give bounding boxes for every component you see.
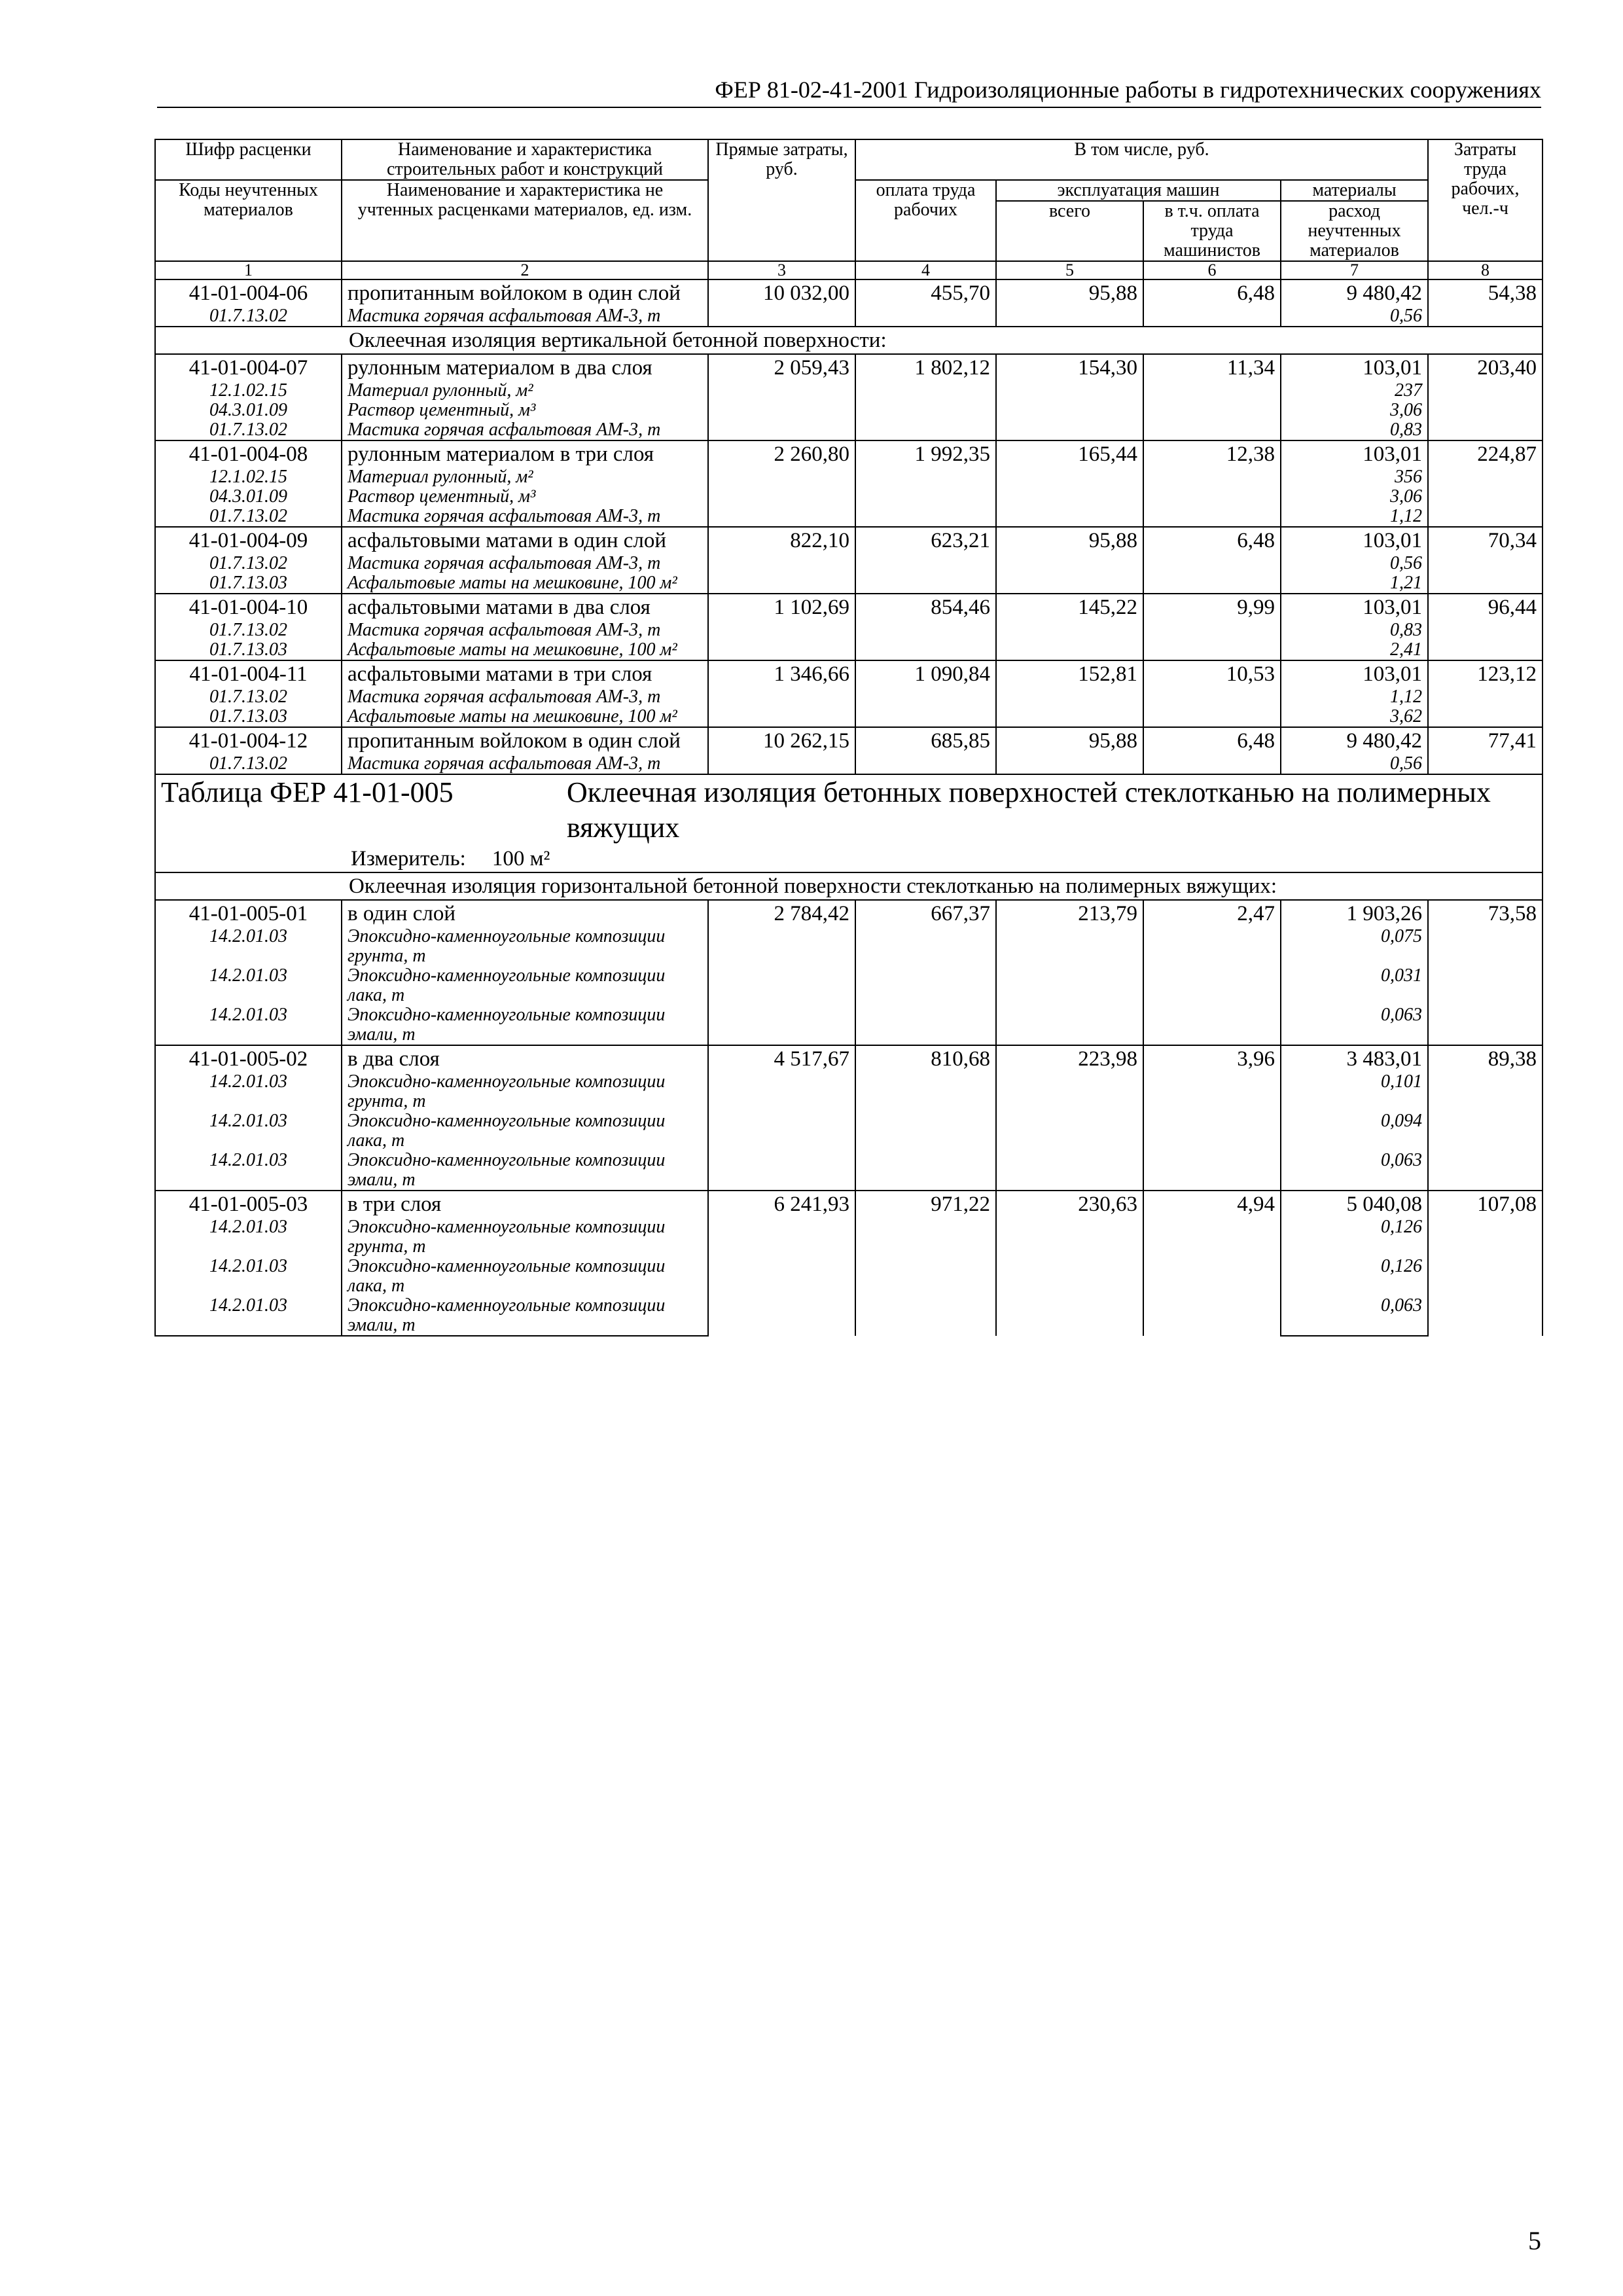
direct-cost: 2 059,43 [708,354,855,440]
machines-labor-pay: 10,53 [1143,660,1281,727]
section1 [155,327,1543,354]
material-qty: 0,094 [1281,1111,1428,1151]
material-code: 01.7.13.02 [155,754,342,774]
rate-row [155,354,1543,381]
material-code: 12.1.02.15 [155,467,342,487]
material-code: 01.7.13.02 [155,306,342,327]
material-code: 12.1.02.15 [155,381,342,401]
machines-total: 230,63 [996,1191,1143,1336]
labor-hours: 123,12 [1428,660,1543,727]
material-qty: 0,101 [1281,1072,1428,1111]
material-name: Асфальтовые маты на мешковине, 100 м² [342,707,708,727]
rate-group-1 [155,354,1543,774]
rate-name: рулонным материалом в два слоя [342,354,708,381]
table-title: Оклеечная изоляция бетонных поверхностей стеклотканью на полимерных вяжущих [567,776,1491,844]
materials-cost: 3 483,01 [1281,1045,1428,1072]
material-code: 14.2.01.03 [155,1217,342,1257]
rate-name: асфальтовыми матами в один слой [342,527,708,554]
rate-name: рулонным материалом в три слоя [342,440,708,467]
machines-labor-pay: 12,38 [1143,440,1281,527]
machines-labor-pay: 9,99 [1143,594,1281,660]
machines-labor-pay: 2,47 [1143,900,1281,1045]
rate-name: в один слой [342,900,708,927]
rate-row [155,527,1543,554]
labor-pay: 667,37 [855,900,996,1045]
material-code: 14.2.01.03 [155,1111,342,1151]
header-code-top: Шифр расценки [155,139,342,180]
material-name: Эпоксидно-каменноугольные композиции эмали, т [342,1151,708,1191]
material-name: Эпоксидно-каменноугольные композиции эмали, т [342,1296,708,1336]
rate-code: 41-01-005-03 [155,1191,342,1217]
direct-cost: 4 517,67 [708,1045,855,1191]
machines-labor-pay: 6,48 [1143,527,1281,594]
material-code: 01.7.13.02 [155,620,342,640]
material-name: Эпоксидно-каменноугольные композиции лака, т [342,966,708,1005]
material-qty: 0,126 [1281,1257,1428,1296]
header-materials-sub: расход неучтенных материалов [1281,201,1428,261]
col-num-5: 5 [996,261,1143,279]
header-labor-cost: Затраты труда рабочих, чел.-ч [1428,139,1543,261]
labor-hours: 54,38 [1428,279,1543,327]
rate-name: пропитанным войлоком в один слой [342,727,708,754]
labor-pay: 854,46 [855,594,996,660]
rate-group-top [155,279,1543,327]
col-num-6: 6 [1143,261,1281,279]
rate-code: 41-01-004-10 [155,594,342,620]
labor-hours: 89,38 [1428,1045,1543,1191]
labor-hours: 203,40 [1428,354,1543,440]
section-heading-2: Оклеечная изоляция горизонтальной бетонной поверхности стеклотканью на полимерных вяжущих: [155,872,1543,900]
rate-name: в три слоя [342,1191,708,1217]
labor-hours: 70,34 [1428,527,1543,594]
rate-code: 41-01-004-07 [155,354,342,381]
material-code: 14.2.01.03 [155,1072,342,1111]
material-code: 01.7.13.02 [155,687,342,707]
material-qty: 0,56 [1281,554,1428,573]
material-name: Раствор цементный, м³ [342,401,708,420]
material-code: 14.2.01.03 [155,1257,342,1296]
machines-labor-pay: 3,96 [1143,1045,1281,1191]
labor-hours: 73,58 [1428,900,1543,1045]
section-heading: Оклеечная изоляция вертикальной бетонной поверхности: [155,327,1543,354]
materials-cost: 103,01 [1281,527,1428,554]
direct-cost: 6 241,93 [708,1191,855,1336]
table2-heading [155,774,1543,900]
machines-total: 95,88 [996,727,1143,774]
material-name: Мастика горячая асфальтовая АМ-3, т [342,620,708,640]
labor-hours: 96,44 [1428,594,1543,660]
materials-cost: 9 480,42 [1281,727,1428,754]
material-qty: 1,12 [1281,507,1428,527]
rate-row [155,279,1543,306]
machines-total: 154,30 [996,354,1143,440]
header-incl: В том числе, руб. [855,139,1428,180]
rate-row [155,900,1543,927]
material-qty: 0,83 [1281,620,1428,640]
rate-name: пропитанным войлоком в один слой [342,279,708,306]
header-machines-incl: в т.ч. оплата труда машинистов [1143,201,1281,261]
material-name: Асфальтовые маты на мешковине, 100 м² [342,573,708,594]
header-machines-total: всего [996,201,1143,261]
material-code: 01.7.13.02 [155,420,342,440]
direct-cost: 2 784,42 [708,900,855,1045]
material-name: Материал рулонный, м² [342,467,708,487]
material-qty: 0,56 [1281,306,1428,327]
material-qty: 2,41 [1281,640,1428,660]
material-name: Эпоксидно-каменноугольные композиции эмали, т [342,1005,708,1045]
rate-code: 41-01-004-12 [155,727,342,754]
rate-row [155,594,1543,620]
machines-total: 223,98 [996,1045,1143,1191]
materials-cost: 5 040,08 [1281,1191,1428,1217]
header-materials: материалы [1281,180,1428,201]
rate-row [155,727,1543,754]
labor-pay: 685,85 [855,727,996,774]
header-name-bottom: Наименование и характеристика не учтенных расценками материалов, ед. изм. [342,180,708,261]
labor-hours: 224,87 [1428,440,1543,527]
machines-labor-pay: 11,34 [1143,354,1281,440]
machines-labor-pay: 6,48 [1143,727,1281,774]
materials-cost: 1 903,26 [1281,900,1428,927]
material-code: 14.2.01.03 [155,1151,342,1191]
direct-cost: 10 262,15 [708,727,855,774]
machines-total: 213,79 [996,900,1143,1045]
page-header: ФЕР 81-02-41-2001 Гидроизоляционные работы в гидротехнических сооружениях [157,75,1541,108]
materials-cost: 103,01 [1281,594,1428,620]
rate-code: 41-01-004-09 [155,527,342,554]
col-num-1: 1 [155,261,342,279]
rate-name: асфальтовыми матами в три слоя [342,660,708,687]
material-name: Мастика горячая асфальтовая АМ-3, т [342,554,708,573]
machines-total: 152,81 [996,660,1143,727]
labor-pay: 810,68 [855,1045,996,1191]
material-code: 01.7.13.02 [155,554,342,573]
material-qty: 237 [1281,381,1428,401]
rate-row [155,440,1543,467]
labor-pay: 1 090,84 [855,660,996,727]
rate-code: 41-01-004-11 [155,660,342,687]
labor-hours: 107,08 [1428,1191,1543,1336]
labor-hours: 77,41 [1428,727,1543,774]
rate-name: в два слоя [342,1045,708,1072]
rate-group-2 [155,900,1543,1336]
materials-cost: 103,01 [1281,660,1428,687]
material-qty: 0,063 [1281,1151,1428,1191]
material-code: 14.2.01.03 [155,966,342,1005]
material-qty: 1,12 [1281,687,1428,707]
table-code: Таблица ФЕР 41-01-005 [161,776,454,808]
material-qty: 0,075 [1281,927,1428,966]
material-code: 01.7.13.03 [155,707,342,727]
machines-total: 165,44 [996,440,1143,527]
rate-code: 41-01-004-06 [155,279,342,306]
header-direct: Прямые затраты, руб. [708,139,855,261]
material-code: 04.3.01.09 [155,487,342,507]
material-code: 04.3.01.09 [155,401,342,420]
measure [161,846,1537,872]
material-qty: 0,063 [1281,1296,1428,1336]
material-name: Эпоксидно-каменноугольные композиции грунта, т [342,1217,708,1257]
page-number: 5 [1528,2226,1541,2255]
rate-name: асфальтовыми матами в два слоя [342,594,708,620]
material-code: 01.7.13.03 [155,573,342,594]
col-num-3: 3 [708,261,855,279]
col-num-8: 8 [1428,261,1543,279]
material-qty: 0,063 [1281,1005,1428,1045]
material-name: Материал рулонный, м² [342,381,708,401]
materials-cost: 9 480,42 [1281,279,1428,306]
material-qty: 3,62 [1281,707,1428,727]
labor-pay: 1 992,35 [855,440,996,527]
labor-pay: 971,22 [855,1191,996,1336]
material-qty: 3,06 [1281,487,1428,507]
direct-cost: 2 260,80 [708,440,855,527]
labor-pay: 1 802,12 [855,354,996,440]
material-qty: 0,031 [1281,966,1428,1005]
labor-pay: 455,70 [855,279,996,327]
rates-table [154,139,1543,1336]
material-name: Раствор цементный, м³ [342,487,708,507]
material-name: Эпоксидно-каменноугольные композиции лака, т [342,1111,708,1151]
rate-row [155,1045,1543,1072]
materials-cost: 103,01 [1281,354,1428,381]
material-qty: 3,06 [1281,401,1428,420]
col-num-4: 4 [855,261,996,279]
material-name: Асфальтовые маты на мешковине, 100 м² [342,640,708,660]
header-name-top: Наименование и характеристика строительных работ и конструкций [342,139,708,180]
materials-cost: 103,01 [1281,440,1428,467]
material-name: Мастика горячая асфальтовая АМ-3, т [342,306,708,327]
header-code-bottom: Коды неучтенных материалов [155,180,342,261]
machines-total: 95,88 [996,279,1143,327]
machines-labor-pay: 6,48 [1143,279,1281,327]
col-num-7: 7 [1281,261,1428,279]
rate-row [155,1191,1543,1217]
material-code: 14.2.01.03 [155,1296,342,1336]
material-code: 01.7.13.02 [155,507,342,527]
material-name: Мастика горячая асфальтовая АМ-3, т [342,420,708,440]
rate-code: 41-01-005-01 [155,900,342,927]
measure-value: 100 м² [491,847,550,870]
table-title-cell [155,774,1543,872]
direct-cost: 822,10 [708,527,855,594]
material-name: Эпоксидно-каменноугольные композиции лака, т [342,1257,708,1296]
rate-code: 41-01-004-08 [155,440,342,467]
table-header [155,139,1543,279]
material-qty: 0,126 [1281,1217,1428,1257]
machines-total: 145,22 [996,594,1143,660]
direct-cost: 1 102,69 [708,594,855,660]
material-qty: 0,56 [1281,754,1428,774]
material-name: Эпоксидно-каменноугольные композиции грунта, т [342,1072,708,1111]
material-code: 14.2.01.03 [155,927,342,966]
rate-code: 41-01-005-02 [155,1045,342,1072]
material-qty: 1,21 [1281,573,1428,594]
material-code: 01.7.13.03 [155,640,342,660]
material-qty: 0,83 [1281,420,1428,440]
material-name: Мастика горячая асфальтовая АМ-3, т [342,687,708,707]
labor-pay: 623,21 [855,527,996,594]
machines-labor-pay: 4,94 [1143,1191,1281,1336]
direct-cost: 1 346,66 [708,660,855,727]
material-code: 14.2.01.03 [155,1005,342,1045]
col-num-2: 2 [342,261,708,279]
header-labor-pay: оплата труда рабочих [855,180,996,261]
header-machines: эксплуатация машин [996,180,1281,201]
machines-total: 95,88 [996,527,1143,594]
measure-label: Измеритель: [351,847,466,870]
material-qty: 356 [1281,467,1428,487]
material-name: Мастика горячая асфальтовая АМ-3, т [342,507,708,527]
rate-row [155,660,1543,687]
material-name: Мастика горячая асфальтовая АМ-3, т [342,754,708,774]
direct-cost: 10 032,00 [708,279,855,327]
material-name: Эпоксидно-каменноугольные композиции грунта, т [342,927,708,966]
